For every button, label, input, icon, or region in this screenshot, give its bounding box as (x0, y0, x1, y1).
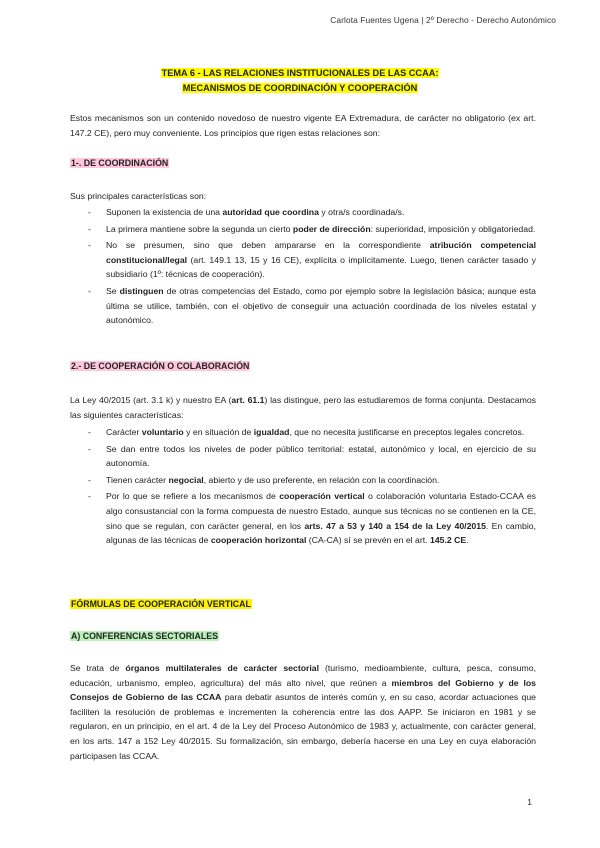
dash-bullet: - (88, 427, 91, 437)
intro-paragraph: Estos mecanismos son un contenido novedoso de nuestro vigente EA Extremadura, de carácter no obligatorio (ex art. 147.2 CE), pero muy conveniente. Los principios que rigen estas relaciones son: (70, 113, 536, 138)
section-heading-formulas (70, 598, 252, 611)
section-heading-cooperacion (70, 360, 250, 373)
item-text: No se presumen, sino que deben ampararse en la correspondiente (106, 240, 430, 251)
list-item (88, 238, 536, 282)
item-bold: cooperación horizontal (210, 535, 307, 546)
section-heading-text: 2.- DE COOPERACIÓN O COLABORACIÓN (71, 361, 250, 371)
item-text: . En cambio, algunas de las técnicas de (106, 520, 537, 546)
dash-bullet: - (88, 491, 91, 502)
item-text: La primera mantiene sobre la segunda un cierto (106, 223, 293, 234)
list-item (88, 489, 536, 547)
item-text: Carácter (106, 427, 142, 437)
section2-lead (70, 393, 536, 422)
item-text: . (466, 535, 469, 546)
item-text: de otras competencias del Estado, como por ejemplo sobre la legislación básica; aunque esta última se utilice, también, con el objetivo de conseguir una actuación coordinada de los niveles estatal y autonómico. (106, 285, 536, 326)
item-bold: arts. 47 a 53 y 140 a 154 de la Ley 40/2015 (304, 520, 486, 531)
section-heading-conferencias (70, 630, 219, 643)
coordinacion-list (88, 205, 536, 330)
list-item (88, 473, 536, 488)
item-text: y otra/s coordinada/s. (318, 207, 405, 217)
list-item (88, 205, 536, 220)
item-text: , que no necesita justificarse en preceptos legales concretos. (289, 427, 525, 437)
dash-bullet: - (88, 443, 91, 454)
dash-bullet: - (88, 223, 91, 234)
para-text: (turismo, medioambiente, cultura, pesca, consumo, educación, urbanismo, empleo, agricultura) del más alto nivel, que reúnen a (70, 663, 536, 688)
dash-bullet: - (88, 240, 91, 251)
item-text: Se dan entre todos los niveles de poder público territorial: estatal, autonómico y local, en ejercicio de su autonomía. (106, 443, 536, 469)
section-heading-text: A) CONFERENCIAS SECTORIALES (71, 631, 218, 641)
item-text: y en situación de (183, 427, 254, 437)
list-item (88, 284, 536, 328)
item-bold: cooperación vertical (279, 491, 365, 502)
para-text: Se trata de (70, 663, 126, 673)
section-heading-text: FÓRMULAS DE COOPERACIÓN VERTICAL (71, 599, 251, 609)
lead-bold: art. 61.1 (231, 395, 265, 405)
section1-lead: Sus principales características son: (70, 191, 207, 201)
item-text: Se (106, 285, 120, 296)
item-bold: atribución competencial constitucional/legal (106, 240, 536, 265)
item-text: (art. 149.1 13, 15 y 16 CE), explícita o implícitamente. Luego, tienen carácter tasado y subsidiario (1º: técnicas de cooperación). (106, 254, 536, 280)
list-item (88, 425, 536, 440)
title-line-1: TEMA 6 - LAS RELACIONES INSTITUCIONALES DE LAS CCAA: (161, 68, 439, 78)
conferencias-paragraph (70, 661, 536, 763)
page-number: 1 (527, 797, 532, 807)
item-bold: 145.2 CE (430, 535, 467, 546)
cooperacion-list (88, 425, 536, 550)
document-title (0, 66, 600, 96)
dash-bullet: - (88, 474, 91, 485)
lead-text: ) las distingue, pero las estudiaremos de forma conjunta. Destacamos las siguientes características: (70, 395, 536, 420)
dash-bullet: - (88, 207, 91, 217)
page-header: Carlota Fuentes Ugena | 2º Derecho - Derecho Autonómico (330, 15, 556, 25)
item-text: (CA-CA) sí se prevén en el art. (306, 535, 430, 546)
item-bold: igualdad (253, 427, 290, 437)
list-item (88, 442, 536, 471)
para-bold: órganos multilaterales de carácter sectorial (125, 663, 320, 673)
item-text: o colaboración voluntaria Estado-CCAA es algo consustancial con la forma compuesta de nuestro Estado, aunque sus técnicas no se contienen en la CE, sino que se regulan, con carácter general, en los (106, 491, 536, 531)
item-bold: poder de dirección (292, 223, 371, 234)
section-heading-coordinacion (70, 157, 169, 170)
item-text: : superioridad, imposición y obligatoriedad. (370, 223, 536, 234)
para-bold: miembros del Gobierno y de los Consejos de Gobierno de las CCAA (70, 677, 537, 703)
section-heading-text: 1-. DE COORDINACIÓN (71, 158, 169, 168)
item-text: Por lo que se refiere a los mecanismos de (106, 491, 280, 502)
item-bold: distinguen (119, 285, 164, 296)
title-line-2: MECANISMOS DE COORDINACIÓN Y COOPERACIÓN (182, 83, 418, 93)
item-text: Suponen la existencia de una (106, 207, 223, 217)
dash-bullet: - (88, 285, 91, 296)
item-bold: autoridad que coordina (222, 207, 319, 217)
item-text: Tienen carácter (106, 474, 169, 485)
item-text: , abierto y de uso preferente, en relación con la coordinación. (203, 474, 440, 485)
list-item (88, 222, 536, 237)
item-bold: voluntario (141, 427, 184, 437)
para-text: para debatir asuntos de interés común y, en su caso, acordar actuaciones que faciliten la resolución de problemas e incrementen la coherencia entre las dos AAPP. Se iniciaron en 1981 y se regularon, en un principio, en el art. 4 de la Ley del Proceso Autonómico de 1983 y, actualmente, con carácter general, en los arts. 147 a 152 Ley 40/2015. Su formalización, sin embargo, debería hacerse en una Ley en cuya elaboración participasen las CCAA. (70, 692, 536, 761)
item-bold: negocial (168, 474, 204, 485)
lead-text: La Ley 40/2015 (art. 3.1 k) y nuestro EA ( (70, 395, 232, 405)
